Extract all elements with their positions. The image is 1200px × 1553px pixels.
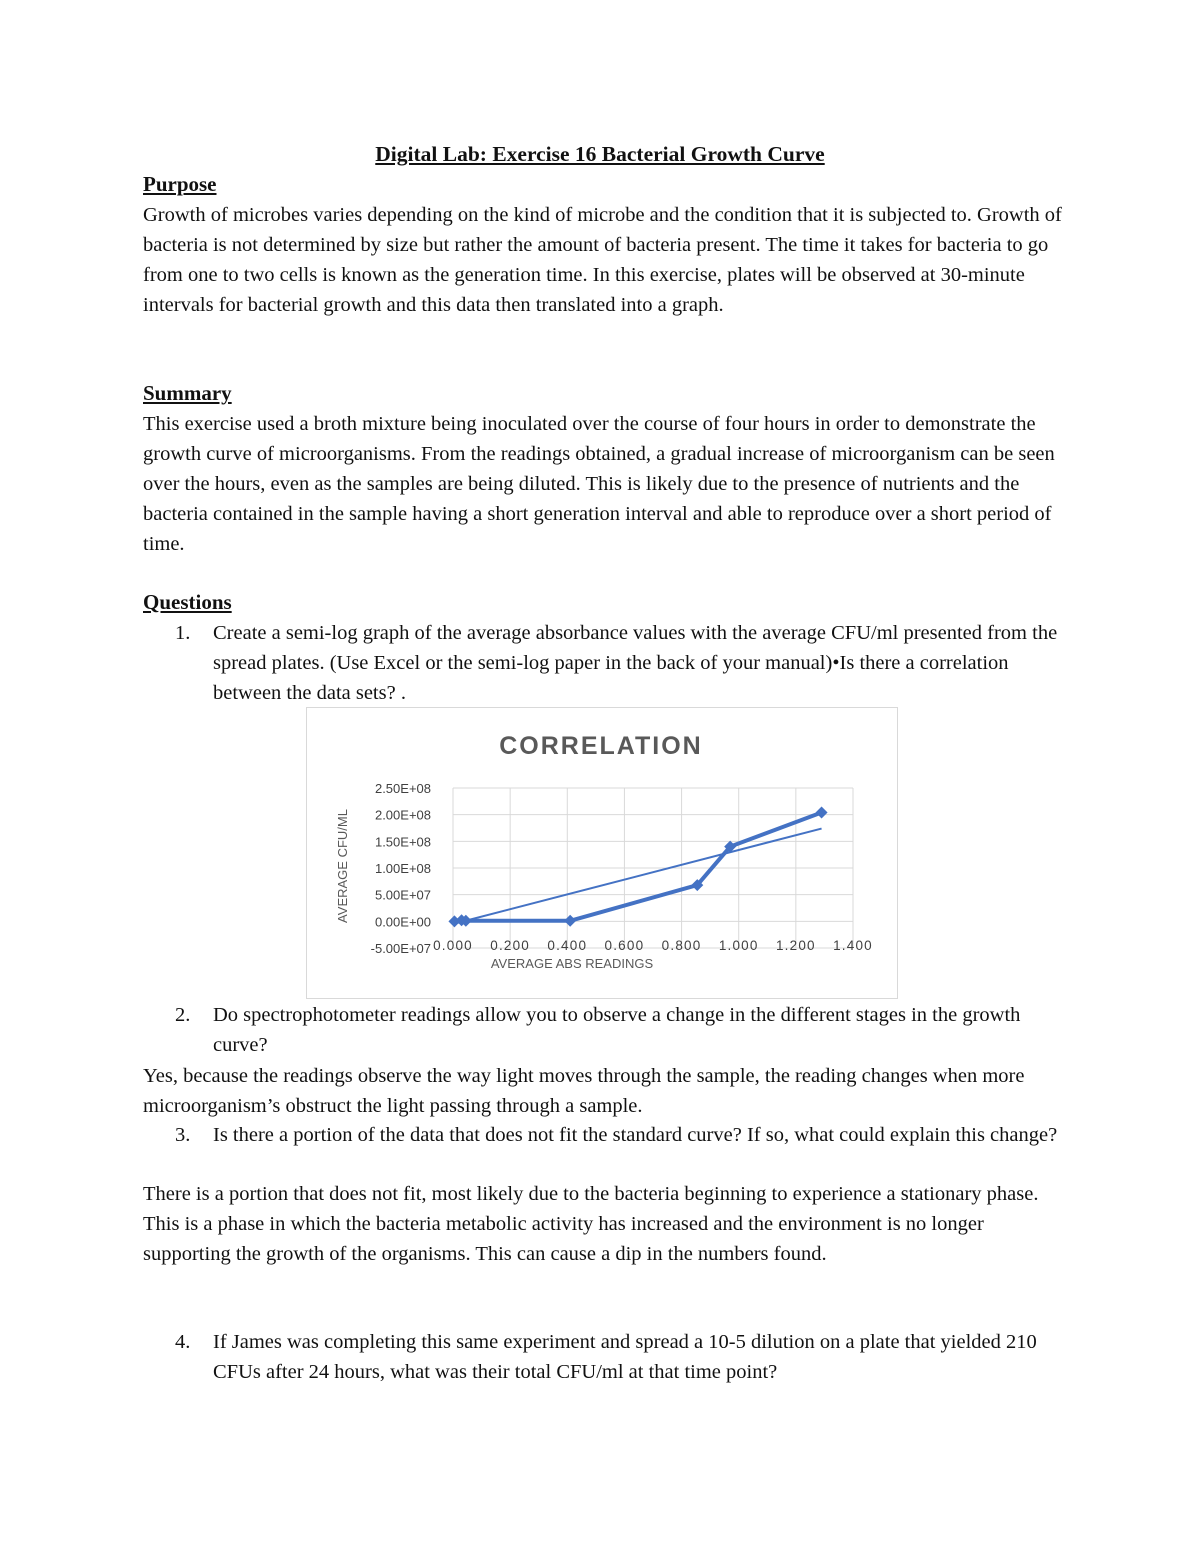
- question-text: Do spectrophotometer readings allow you to observe a change in the different stages in the growth curve?: [213, 1004, 1021, 1056]
- y-tick-label: -5.00E+07: [370, 941, 431, 956]
- y-tick-label: 0.00E+00: [374, 914, 431, 930]
- question-number: 2.: [175, 1004, 191, 1026]
- grid-layer: [453, 788, 853, 948]
- trendline: [453, 829, 822, 924]
- x-tick-label: 1.200: [775, 938, 816, 953]
- y-axis-label: AVERAGE CFU/ML: [335, 809, 350, 923]
- x-tick-label: 1.000: [718, 938, 759, 953]
- question-number: 4.: [175, 1331, 191, 1353]
- summary-paragraph: This exercise used a broth mixture being inoculated over the course of four hours in order to demonstrate the growth curve of microorganisms. From the readings obtained, a gradual increase of microorganism can be seen over the hours, even as the samples are being diluted. This is likely due to the presence of nutrients and the bacteria contained in the sample having a short generation interval and able to reproduce over a short period of time.: [143, 413, 1055, 555]
- series-layer: [448, 807, 827, 928]
- summary-heading: Summary: [143, 381, 232, 405]
- answer-2: Yes, because the readings observe the way light moves through the sample, the reading changes when more microorganism’s obstruct the light passing through a sample.: [143, 1065, 1025, 1117]
- purpose-paragraph: Growth of microbes varies depending on the kind of microbe and the condition that it is subjected to. Growth of bacteria is not determined by size but rather the amount of bacteria present. The time it takes for bacteria to go from one to two cells is known as the generation time. In this exercise, plates will be observed at 30-minute intervals for bacterial growth and this data then translated into a graph.: [143, 204, 1062, 316]
- data-point: [564, 915, 576, 927]
- x-tick-label: 0.600: [604, 938, 645, 953]
- series-line: [454, 813, 821, 922]
- x-tick-label: 1.400: [833, 938, 873, 953]
- question-text: Is there a portion of the data that does not fit the standard curve? If so, what could explain this change?: [213, 1124, 1058, 1146]
- questions-heading: Questions: [143, 590, 232, 614]
- chart-svg: [307, 708, 897, 998]
- chart-title: CORRELATION: [499, 732, 703, 760]
- data-point: [816, 807, 828, 819]
- y-tick-label: 1.00E+08: [374, 861, 431, 876]
- x-tick-label: 0.200: [490, 938, 531, 953]
- y-tick-label: 1.50E+08: [374, 834, 431, 850]
- x-tick-label: 0.400: [547, 938, 588, 953]
- y-tick-label: 2.50E+08: [374, 781, 431, 796]
- question-text: Create a semi-log graph of the average absorbance values with the average CFU/ml presented from the spread plates. (Use Excel or the semi-log paper in the back of your manual)•Is there a correlation between the data sets? .: [213, 622, 1058, 704]
- x-tick-label: 0.000: [433, 938, 473, 953]
- y-tick-label: 5.00E+07: [374, 887, 431, 903]
- correlation-chart: [306, 707, 898, 999]
- question-text: If James was completing this same experiment and spread a 10-5 dilution on a plate that yielded 210 CFUs after 24 hours, what was their total CFU/ml at that time point?: [213, 1331, 1037, 1383]
- y-tick-label: 2.00E+08: [374, 807, 431, 823]
- x-axis-label: AVERAGE ABS READINGS: [490, 956, 654, 971]
- document-title: Digital Lab: Exercise 16 Bacterial Growth Curve: [375, 142, 825, 166]
- question-number: 1.: [175, 622, 191, 644]
- x-tick-label: 0.800: [661, 938, 702, 953]
- answer-3: There is a portion that does not fit, most likely due to the bacteria beginning to experience a stationary phase. This is a phase in which the bacteria metabolic activity has increased and the environment is no longer supporting the growth of the organisms. This can cause a dip in the numbers found.: [143, 1183, 1039, 1265]
- question-number: 3.: [175, 1124, 191, 1146]
- purpose-heading: Purpose: [143, 172, 217, 196]
